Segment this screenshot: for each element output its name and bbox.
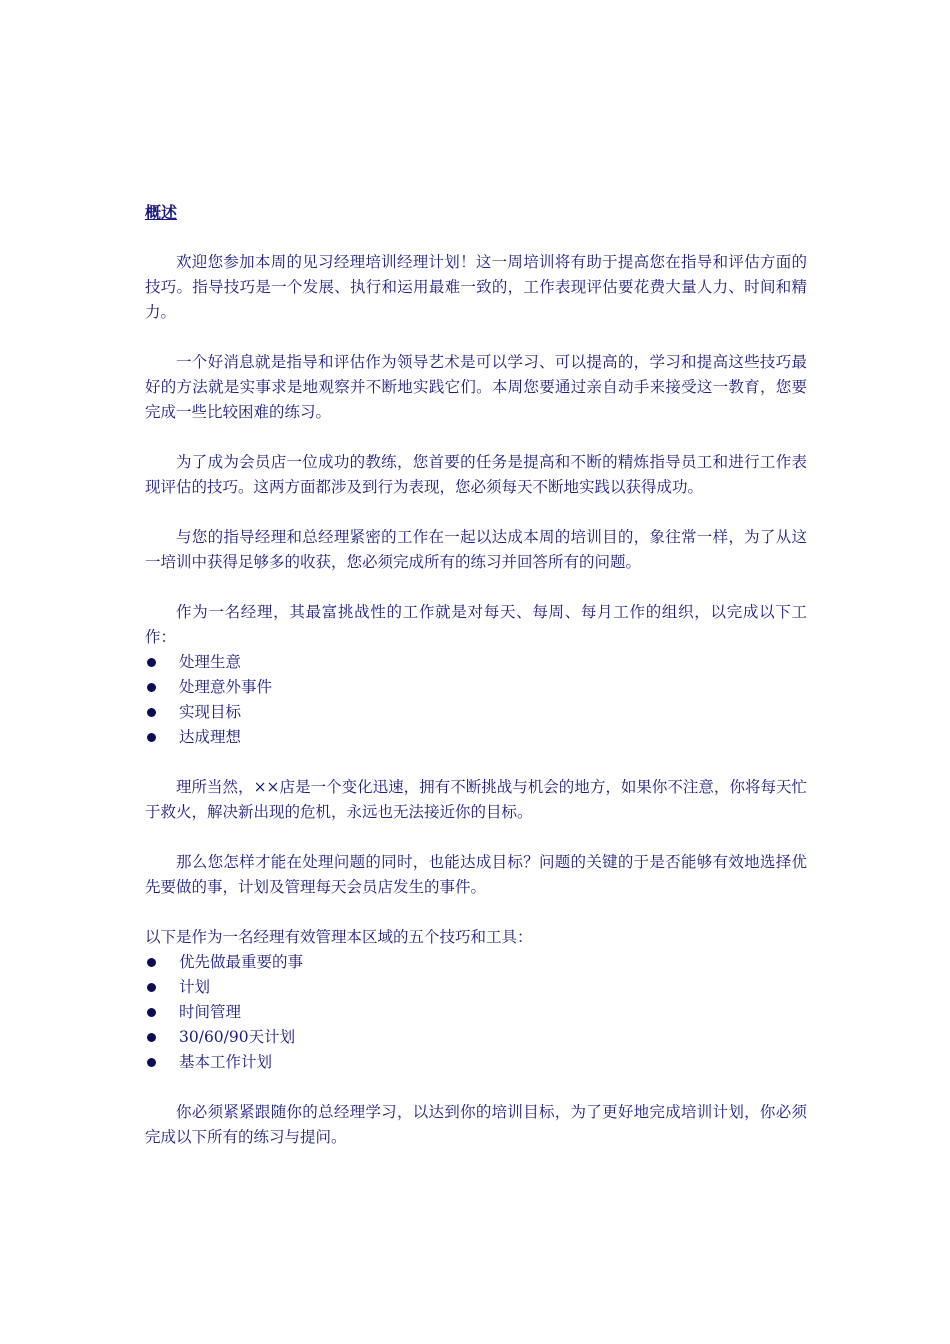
list-item <box>145 675 807 700</box>
list-item <box>145 1050 807 1075</box>
closing-paragraph: 你必须紧紧跟随你的总经理学习，以达到你的培训目标，为了更好地完成培训计划，你必须完成以下所有的练习与提问。 <box>145 1103 807 1146</box>
list-item-label: 处理生意 <box>179 653 242 671</box>
list-item <box>145 950 807 975</box>
list-item-label: 优先做最重要的事 <box>179 953 304 971</box>
work-together-paragraph: 与您的指导经理和总经理紧密的工作在一起以达成本周的培训目的，象往常一样，为了从这一培训中获得足够多的收获，您必须完成所有的练习并回答所有的问题。 <box>145 528 807 571</box>
bullet-icon <box>147 1058 156 1067</box>
bullet-icon <box>147 1033 156 1042</box>
tools-intro-paragraph: 以下是作为一名经理有效管理本区域的五个技巧和工具： <box>145 928 533 946</box>
bullet-icon <box>147 733 156 742</box>
tasks-list <box>145 650 807 750</box>
bullet-icon <box>147 1008 156 1017</box>
challenge-paragraph: 作为一名经理，其最富挑战性的工作就是对每天、每周、每月工作的组织，以完成以下工作： <box>145 603 807 646</box>
list-item <box>145 975 807 1000</box>
list-item <box>145 1025 807 1050</box>
list-item-label: 计划 <box>179 978 211 996</box>
section-title: 概述 <box>145 203 178 222</box>
intro-paragraph: 欢迎您参加本周的见习经理培训经理计划！这一周培训将有助于提高您在指导和评估方面的技巧。指导技巧是一个发展、执行和运用最难一致的，工作表现评估要花费大量人力、时间和精力。 <box>145 253 807 321</box>
good-news-paragraph: 一个好消息就是指导和评估作为领导艺术是可以学习、可以提高的，学习和提高这些技巧最好的方法就是实事求是地观察并不断地实践它们。本周您要通过亲自动手来接受这一教育，您要完成一些比较困难的练习。 <box>145 353 807 421</box>
list-item <box>145 700 807 725</box>
bullet-icon <box>147 958 156 967</box>
bullet-icon <box>147 658 156 667</box>
list-item-label: 30/60/90天计划 <box>179 1028 296 1046</box>
firefighting-paragraph: 理所当然，××店是一个变化迅速，拥有不断挑战与机会的地方，如果你不注意，你将每天忙于救火，解决新出现的危机，永远也无法接近你的目标。 <box>145 778 807 821</box>
tools-list <box>145 950 807 1075</box>
bullet-icon <box>147 708 156 717</box>
list-item-label: 处理意外事件 <box>179 678 273 696</box>
bullet-icon <box>147 683 156 692</box>
document-body <box>145 200 807 1175</box>
coach-paragraph: 为了成为会员店一位成功的教练，您首要的任务是提高和不断的精炼指导员工和进行工作表现评估的技巧。这两方面都涉及到行为表现，您必须每天不断地实践以获得成功。 <box>145 453 807 496</box>
list-item <box>145 725 807 750</box>
list-item-label: 实现目标 <box>179 703 242 721</box>
list-item-label: 基本工作计划 <box>179 1053 273 1071</box>
bullet-icon <box>147 983 156 992</box>
list-item-label: 达成理想 <box>179 728 242 746</box>
list-item <box>145 1000 807 1025</box>
list-item <box>145 650 807 675</box>
list-item-label: 时间管理 <box>179 1003 242 1021</box>
priorities-paragraph: 那么您怎样才能在处理问题的同时，也能达成目标？问题的关键的于是否能够有效地选择优先要做的事，计划及管理每天会员店发生的事件。 <box>145 853 807 896</box>
